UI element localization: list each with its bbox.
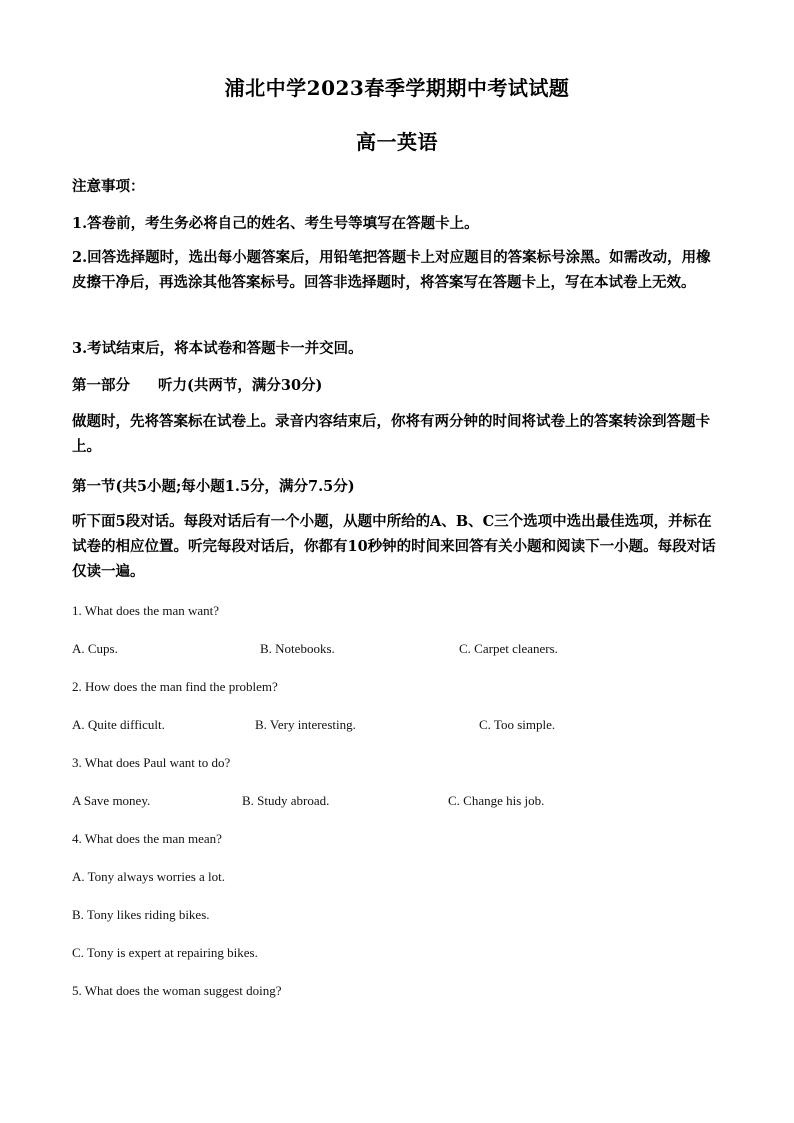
question-2-option-c: C. Too simple. (479, 717, 556, 732)
section1-title: 第一节(共5小题;每小题1.5分，满分7.5分) (72, 478, 355, 495)
exam-title: 浦北中学2023春季学期期中考试试题 (224, 76, 570, 100)
notes-heading: 注意事项： (72, 178, 145, 195)
question-3-option-c: C. Change his job. (448, 793, 545, 808)
question-4-option-a: A. Tony always worries a lot. (72, 869, 226, 884)
question-4-stem: 4. What does the man mean? (72, 831, 222, 846)
question-2-option-a: A. Quite difficult. (72, 717, 165, 732)
question-5-stem: 5. What does the woman suggest doing? (72, 983, 282, 998)
note-item-1: 1.答卷前，考生务必将自己的姓名、考生号等填写在答题卡上。 (72, 215, 479, 232)
part1-title: 听力(共两节，满分30分) (158, 377, 323, 394)
part1-heading (72, 374, 322, 395)
section1-instruction: 听下面5段对话。每段对话后有一个小题，从题中所给的A、B、C三个选项中选出最佳选项，并标在试卷的相应位置。听完每段对话后，你都有10秒钟的时间来回答有关小题和阅读下一小题。每段对话仅读一遍。 (72, 513, 716, 580)
part1-label: 第一部分 (72, 377, 130, 394)
question-2-option-b: B. Very interesting. (255, 717, 356, 732)
part1-instruction: 做题时，先将答案标在试卷上。录音内容结束后，你将有两分钟的时间将试卷上的答案转涂到答题卡上。 (72, 413, 710, 455)
question-4-option-c: C. Tony is expert at repairing bikes. (72, 945, 258, 960)
question-3-stem: 3. What does Paul want to do? (72, 755, 231, 770)
note-item-2: 2.回答选择题时，选出每小题答案后，用铅笔把答题卡上对应题目的答案标号涂黑。如需改动，用橡皮擦干净后，再选涂其他答案标号。回答非选择题时，将答案写在答题卡上，写在本试卷上无效。 (72, 249, 711, 291)
question-1-stem: 1. What does the man want? (72, 603, 220, 618)
exam-subject: 高一英语 (356, 130, 438, 154)
question-4-option-b: B. Tony likes riding bikes. (72, 907, 210, 922)
question-1-option-b: B. Notebooks. (260, 641, 335, 656)
question-1-option-a: A. Cups. (72, 641, 118, 656)
question-1-option-c: C. Carpet cleaners. (459, 641, 558, 656)
question-3-option-a: A Save money. (72, 793, 151, 808)
note-item-3: 3.考试结束后，将本试卷和答题卡一并交回。 (72, 340, 363, 357)
question-3-option-b: B. Study abroad. (242, 793, 330, 808)
question-2-stem: 2. How does the man find the problem? (72, 679, 278, 694)
